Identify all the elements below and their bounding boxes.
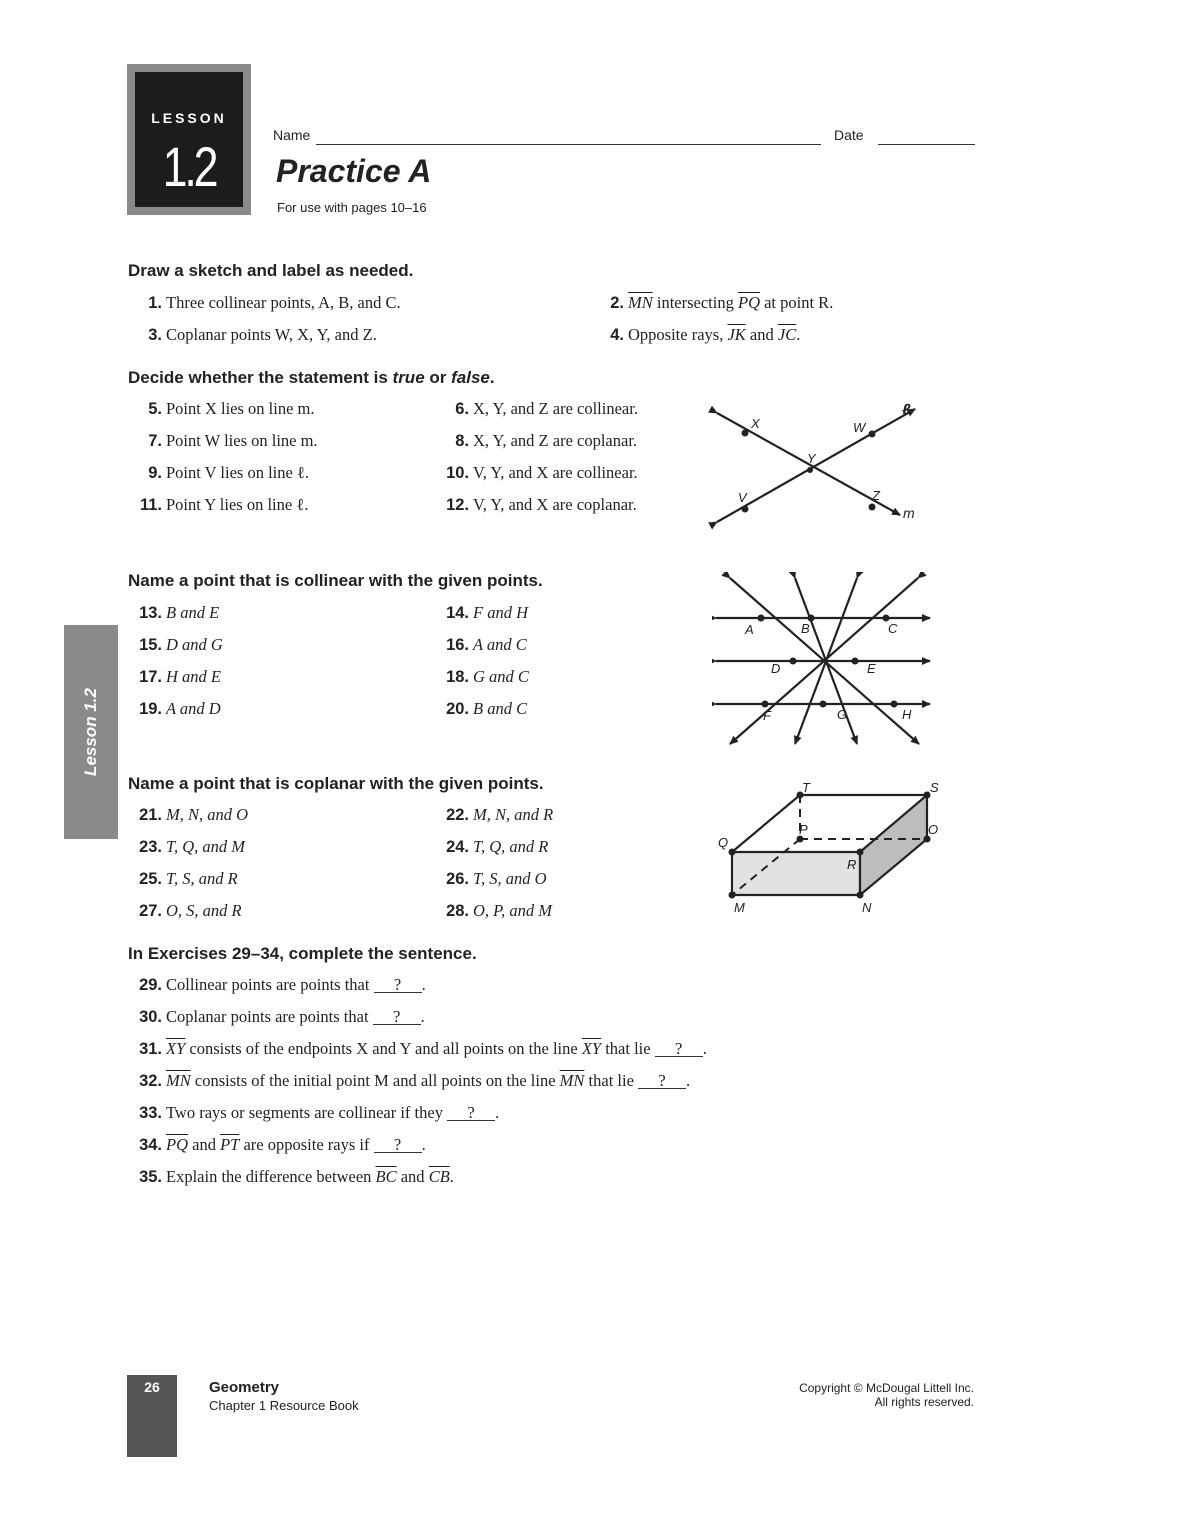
exercise-number: 22. bbox=[446, 806, 469, 824]
exercise-number: 10. bbox=[446, 464, 469, 482]
lesson-badge bbox=[127, 64, 251, 215]
point-q bbox=[729, 849, 736, 856]
exercise-number: 5. bbox=[148, 400, 162, 418]
exercise-number: 35. bbox=[139, 1168, 162, 1186]
exercise-13 bbox=[128, 603, 219, 623]
heading-text: Decide whether the statement is bbox=[128, 368, 393, 387]
exercise-number: 2. bbox=[610, 294, 624, 312]
exercise-number: 25. bbox=[139, 870, 162, 888]
page-range-note: For use with pages 10–16 bbox=[277, 200, 427, 215]
exercise-text: X, Y, and Z are collinear. bbox=[473, 399, 638, 418]
footer-copyright bbox=[799, 1381, 974, 1409]
exercise-1 bbox=[128, 293, 401, 313]
ray-jc: $\overline{JC}$ bbox=[777, 325, 797, 344]
exercise-text: are opposite rays if bbox=[239, 1135, 374, 1154]
exercise-text: X, Y, and Z are coplanar. bbox=[473, 431, 638, 450]
exercise-33 bbox=[128, 1103, 499, 1123]
date-label: Date bbox=[834, 127, 864, 143]
exercise-21 bbox=[128, 805, 248, 825]
exercise-number: 4. bbox=[610, 326, 624, 344]
face-right bbox=[860, 795, 927, 895]
point-z bbox=[869, 504, 876, 511]
exercise-text: V, Y, and X are coplanar. bbox=[473, 495, 637, 514]
label-w: W bbox=[853, 420, 866, 435]
exercise-26 bbox=[435, 869, 547, 889]
exercise-text: Coplanar points W, X, Y, and Z. bbox=[166, 325, 377, 344]
label-n: N bbox=[862, 900, 872, 915]
figure-line-grid bbox=[712, 572, 937, 752]
point-e bbox=[852, 658, 859, 665]
answer-blank[interactable]: ? bbox=[374, 977, 422, 993]
exercise-number: 32. bbox=[139, 1072, 162, 1090]
ray-bc: $\overline{BC}$ bbox=[375, 1167, 397, 1186]
point-m bbox=[729, 892, 736, 899]
label-c: C bbox=[888, 621, 898, 636]
exercise-number: 23. bbox=[139, 838, 162, 856]
exercise-number: 9. bbox=[148, 464, 162, 482]
label-f: F bbox=[763, 708, 771, 723]
exercise-text: . bbox=[420, 1007, 425, 1026]
exercise-text: A and C bbox=[473, 635, 527, 654]
heading-true: true bbox=[392, 368, 425, 387]
ray-pq: $\overline{PQ}$ bbox=[166, 1135, 188, 1154]
exercise-12 bbox=[435, 495, 637, 515]
exercise-text: V, Y, and X are collinear. bbox=[473, 463, 638, 482]
exercise-number: 17. bbox=[139, 668, 162, 686]
exercise-text: . bbox=[796, 325, 801, 344]
section-heading-coplanar: Name a point that is coplanar with the given points. bbox=[128, 774, 544, 793]
section-heading-complete: In Exercises 29–34, complete the sentence. bbox=[128, 944, 477, 963]
ray-pt: $\overline{PT}$ bbox=[220, 1135, 240, 1154]
label-p: P bbox=[799, 822, 808, 837]
line-mn: $\overline{MN}$ bbox=[628, 293, 653, 312]
name-label: Name bbox=[273, 127, 311, 143]
label-a: A bbox=[745, 622, 754, 637]
label-g: G bbox=[837, 707, 848, 722]
exercise-text: D and G bbox=[166, 635, 223, 654]
exercise-11 bbox=[128, 495, 308, 515]
rights-text: All rights reserved. bbox=[874, 1395, 974, 1409]
exercise-8 bbox=[435, 431, 637, 451]
name-field-line[interactable] bbox=[316, 144, 821, 145]
exercise-number: 8. bbox=[455, 432, 469, 450]
label-s: S bbox=[930, 780, 939, 795]
heading-false: false bbox=[451, 368, 490, 387]
label-r: R bbox=[847, 857, 857, 872]
answer-blank[interactable]: ? bbox=[373, 1009, 421, 1025]
line-mn: $\overline{MN}$ bbox=[559, 1071, 585, 1090]
point-w bbox=[869, 431, 876, 438]
exercise-9 bbox=[128, 463, 309, 483]
exercise-text: G and C bbox=[473, 667, 529, 686]
label-v: V bbox=[738, 490, 747, 505]
face-front bbox=[732, 852, 860, 895]
label-e: E bbox=[867, 661, 876, 676]
exercise-number: 30. bbox=[139, 1008, 162, 1026]
exercise-text: O, S, and R bbox=[166, 901, 242, 920]
point-g bbox=[820, 701, 827, 708]
exercise-text: B and C bbox=[473, 699, 528, 718]
label-o: O bbox=[928, 822, 939, 837]
exercise-7 bbox=[128, 431, 318, 451]
exercise-text: H and E bbox=[166, 667, 221, 686]
exercise-31 bbox=[128, 1039, 707, 1059]
exercise-text: F and H bbox=[473, 603, 528, 622]
ray-mn: $\overline{MN}$ bbox=[166, 1071, 191, 1090]
exercise-number: 27. bbox=[139, 902, 162, 920]
exercise-number: 33. bbox=[139, 1104, 162, 1122]
exercise-number: 28. bbox=[446, 902, 469, 920]
page-title: Practice A bbox=[276, 153, 432, 189]
copyright-text: Copyright © McDougal Littell Inc. bbox=[799, 1381, 974, 1395]
exercise-27 bbox=[128, 901, 242, 921]
exercise-number: 16. bbox=[446, 636, 469, 654]
exercise-text: . bbox=[495, 1103, 500, 1122]
exercise-28 bbox=[435, 901, 552, 921]
section-heading-sketch: Draw a sketch and label as needed. bbox=[128, 261, 414, 280]
exercise-16 bbox=[435, 635, 527, 655]
exercise-text: at point R. bbox=[759, 293, 834, 312]
exercise-number: 26. bbox=[446, 870, 469, 888]
exercise-29 bbox=[128, 975, 426, 995]
exercise-20 bbox=[435, 699, 527, 719]
exercise-text: A and D bbox=[166, 699, 221, 718]
exercise-text: Coplanar points are points that bbox=[166, 1007, 373, 1026]
exercise-number: 12. bbox=[446, 496, 469, 514]
exercise-text: Point W lies on line m. bbox=[166, 431, 318, 450]
label-m: M bbox=[734, 900, 745, 915]
point-d bbox=[790, 658, 797, 665]
exercise-number: 7. bbox=[148, 432, 162, 450]
label-x: X bbox=[751, 416, 760, 431]
exercise-number: 3. bbox=[148, 326, 162, 344]
answer-blank[interactable]: ? bbox=[638, 1073, 686, 1089]
point-v bbox=[742, 506, 749, 513]
footer-book-title: Geometry bbox=[209, 1379, 280, 1396]
exercise-number: 20. bbox=[446, 700, 469, 718]
answer-blank[interactable]: ? bbox=[447, 1105, 495, 1121]
exercise-number: 13. bbox=[139, 604, 162, 622]
exercise-4 bbox=[590, 325, 800, 345]
exercise-text: T, Q, and M bbox=[166, 837, 245, 856]
exercise-text: . bbox=[421, 1135, 426, 1154]
footer-book-subtitle: Chapter 1 Resource Book bbox=[209, 1398, 359, 1413]
line-l bbox=[717, 409, 915, 522]
label-m: m bbox=[903, 505, 915, 521]
point-x bbox=[742, 430, 749, 437]
exercise-text: T, Q, and R bbox=[473, 837, 549, 856]
exercise-text: that lie bbox=[584, 1071, 639, 1090]
exercise-5 bbox=[128, 399, 315, 419]
exercise-number: 18. bbox=[446, 668, 469, 686]
label-h: H bbox=[902, 707, 912, 722]
ray-cb: $\overline{CB}$ bbox=[428, 1167, 450, 1186]
label-z: Z bbox=[872, 488, 880, 503]
label-l: ℓ bbox=[902, 402, 911, 419]
exercise-text: B and E bbox=[166, 603, 220, 622]
exercise-14 bbox=[435, 603, 528, 623]
exercise-text: and bbox=[188, 1135, 221, 1154]
exercise-text: and bbox=[745, 325, 778, 344]
exercise-text: Opposite rays, bbox=[628, 325, 728, 344]
page-number: 26 bbox=[144, 1379, 160, 1395]
date-field-line[interactable] bbox=[878, 144, 975, 145]
exercise-3 bbox=[128, 325, 377, 345]
heading-text: or bbox=[424, 368, 452, 387]
label-y: Y bbox=[807, 451, 816, 466]
exercise-number: 21. bbox=[139, 806, 162, 824]
exercise-35 bbox=[128, 1167, 454, 1187]
lesson-label: LESSON bbox=[151, 110, 227, 126]
exercise-number: 15. bbox=[139, 636, 162, 654]
figure-box bbox=[712, 775, 947, 920]
page-number-tab bbox=[127, 1375, 177, 1457]
exercise-34 bbox=[128, 1135, 426, 1155]
exercise-text: that lie bbox=[601, 1039, 655, 1058]
line-xy: $\overline{XY}$ bbox=[581, 1039, 602, 1058]
exercise-text: Point Y lies on line ℓ. bbox=[166, 495, 309, 514]
answer-blank[interactable]: ? bbox=[374, 1137, 422, 1153]
exercise-text: O, P, and M bbox=[473, 901, 552, 920]
exercise-22 bbox=[435, 805, 553, 825]
exercise-text: M, N, and O bbox=[166, 805, 249, 824]
section-heading-collinear: Name a point that is collinear with the given points. bbox=[128, 571, 543, 590]
point-n bbox=[857, 892, 864, 899]
exercise-15 bbox=[128, 635, 223, 655]
ray-jk: $\overline{JK}$ bbox=[727, 325, 746, 344]
exercise-text: Three collinear points, A, B, and C. bbox=[166, 293, 401, 312]
exercise-25 bbox=[128, 869, 238, 889]
exercise-number: 24. bbox=[446, 838, 469, 856]
heading-text: . bbox=[489, 368, 495, 387]
exercise-18 bbox=[435, 667, 529, 687]
exercise-text: Two rays or segments are collinear if they bbox=[166, 1103, 448, 1122]
exercise-text: M, N, and R bbox=[473, 805, 554, 824]
exercise-30 bbox=[128, 1007, 425, 1027]
label-t: T bbox=[802, 780, 810, 795]
exercise-17 bbox=[128, 667, 221, 687]
exercise-text: intersecting bbox=[652, 293, 738, 312]
lesson-number: 1.2 bbox=[162, 135, 216, 198]
exercise-number: 19. bbox=[139, 700, 162, 718]
exercise-number: 31. bbox=[139, 1040, 162, 1058]
exercise-number: 14. bbox=[446, 604, 469, 622]
exercise-number: 29. bbox=[139, 976, 162, 994]
line-pq: $\overline{PQ}$ bbox=[737, 293, 760, 312]
exercise-24 bbox=[435, 837, 548, 857]
exercise-text: T, S, and R bbox=[166, 869, 238, 888]
exercise-text: . bbox=[702, 1039, 707, 1058]
point-a bbox=[758, 615, 765, 622]
label-q: Q bbox=[718, 835, 729, 850]
exercise-number: 1. bbox=[148, 294, 162, 312]
side-tab bbox=[64, 625, 118, 839]
exercise-19 bbox=[128, 699, 221, 719]
exercise-text: Collinear points are points that bbox=[166, 975, 374, 994]
figure-intersecting-lines bbox=[705, 395, 935, 535]
exercise-number: 34. bbox=[139, 1136, 162, 1154]
exercise-10 bbox=[435, 463, 638, 483]
label-d: D bbox=[771, 661, 781, 676]
exercise-23 bbox=[128, 837, 245, 857]
segment-xy: $\overline{XY}$ bbox=[166, 1039, 186, 1058]
label-b: B bbox=[801, 621, 810, 636]
point-f bbox=[762, 701, 769, 708]
exercise-text: consists of the endpoints X and Y and all points on the line bbox=[185, 1039, 582, 1058]
point-h bbox=[891, 701, 898, 708]
exercise-number: 11. bbox=[139, 496, 162, 514]
exercise-text: Explain the difference between bbox=[166, 1167, 376, 1186]
exercise-number: 6. bbox=[455, 400, 469, 418]
exercise-text: and bbox=[396, 1167, 429, 1186]
exercise-text: . bbox=[686, 1071, 691, 1090]
exercise-text: Point V lies on line ℓ. bbox=[166, 463, 309, 482]
exercise-text: T, S, and O bbox=[473, 869, 547, 888]
answer-blank[interactable]: ? bbox=[655, 1041, 703, 1057]
side-tab-label: Lesson 1.2 bbox=[81, 688, 100, 776]
exercise-text: . bbox=[449, 1167, 454, 1186]
section-heading-true-false bbox=[128, 368, 495, 388]
exercise-2 bbox=[590, 293, 833, 313]
exercise-text: consists of the initial point M and all points on the line bbox=[190, 1071, 560, 1090]
exercise-text: . bbox=[421, 975, 426, 994]
exercise-6 bbox=[435, 399, 638, 419]
point-y bbox=[807, 467, 813, 473]
point-r bbox=[857, 849, 864, 856]
exercise-text: Point X lies on line m. bbox=[166, 399, 315, 418]
exercise-32 bbox=[128, 1071, 690, 1091]
